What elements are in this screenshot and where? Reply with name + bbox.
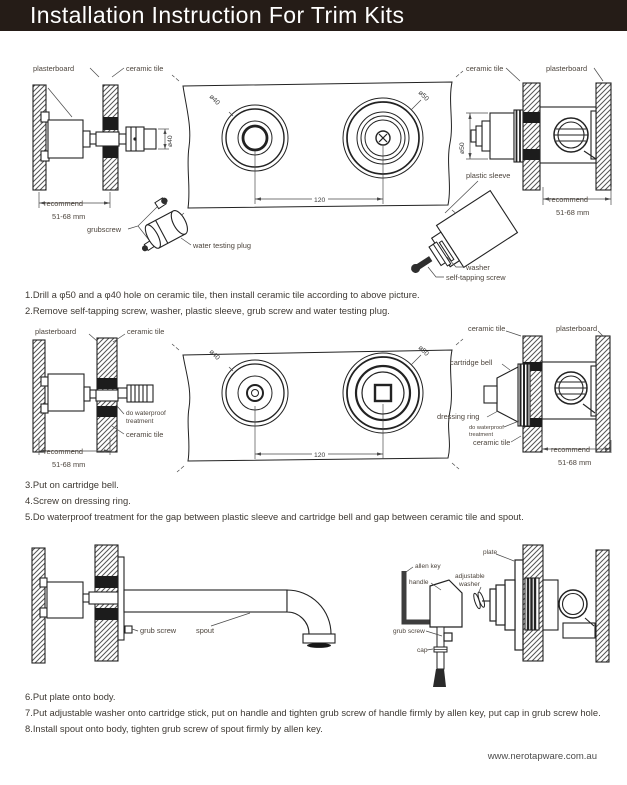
label-grub-screw: grub screw xyxy=(140,626,177,635)
fig2-right-assembly xyxy=(484,336,610,452)
figure-cartridge-bell xyxy=(0,322,627,477)
step-4: 4.Screw on dressing ring. xyxy=(25,495,131,506)
label-allen-key: allen key xyxy=(415,563,441,570)
dim-dia40-side: ø40 xyxy=(167,135,174,147)
grub-screw-part xyxy=(444,633,452,641)
label-treatment: treatment xyxy=(469,432,494,438)
step-3: 3.Put on cartridge bell. xyxy=(25,479,119,490)
label-plate: plate xyxy=(483,549,498,556)
label-self-tapping-screw: self-tapping screw xyxy=(446,273,506,282)
label-adjustable-washer: washer xyxy=(459,581,480,588)
page-title: Installation Instruction For Trim Kits xyxy=(30,2,405,28)
steps-3-5 xyxy=(25,477,623,525)
label-spout: spout xyxy=(196,626,215,635)
step-5: 5.Do waterproof treatment for the gap between plastic sleeve and cartridge bell and gap between ceramic tile and spout. xyxy=(25,511,524,522)
dim-recommend-range: 51-68 mm xyxy=(52,460,86,469)
label-do-waterproof: do waterproof xyxy=(469,425,504,431)
dim-hole-spacing: 120 xyxy=(314,452,326,459)
adjustable-washer-part xyxy=(472,591,485,609)
dim-recommend: recommend xyxy=(551,445,591,454)
label-washer: washer xyxy=(466,263,490,272)
fig3-spout-assembly xyxy=(32,545,335,663)
dim-dia40-face: ø40 xyxy=(207,93,221,107)
website-url: www.nerotapware.com.au xyxy=(487,751,597,762)
dim-dia50-face: ø50 xyxy=(416,89,430,103)
self-tapping-screw-part xyxy=(409,255,433,275)
dim-dia50-side: ø50 xyxy=(459,142,466,154)
dim-recommend-range: 51-68 mm xyxy=(558,458,592,467)
step-1: 1.Drill a φ50 and a φ40 hole on ceramic tile, then install ceramic tile according to above picture. xyxy=(25,289,420,300)
dim-recommend-range: 51-68 mm xyxy=(52,212,86,221)
dim-recommend: recommend xyxy=(549,195,589,204)
dim-dia40-face: ø40 xyxy=(207,348,221,362)
label-treatment: treatment xyxy=(126,418,154,425)
figure-drill-and-prepare xyxy=(0,55,627,290)
label-plasterboard: plasterboard xyxy=(35,327,77,336)
label-dressing-ring: dressing ring xyxy=(437,412,480,421)
label-adjustable: adjustable xyxy=(455,573,485,580)
label-ceramic-tile: ceramic tile xyxy=(127,327,165,336)
grubscrew-part-top xyxy=(155,196,169,209)
label-ceramic-tile: ceramic tile xyxy=(126,430,164,439)
steps-1-2 xyxy=(25,287,623,319)
handle-part xyxy=(430,580,462,627)
dim-hole-spacing: 120 xyxy=(314,197,326,204)
label-ceramic-tile: ceramic tile xyxy=(126,64,164,73)
dim-recommend: recommend xyxy=(44,199,84,208)
label-water-testing-plug: water testing plug xyxy=(193,241,251,250)
step-2: 2.Remove self-tapping screw, washer, plastic sleeve, grub screw and water testing plug. xyxy=(25,305,390,316)
label-cartridge-bell: cartridge bell xyxy=(450,358,493,367)
dim-recommend: recommend xyxy=(44,447,84,456)
fig3-right-assembly xyxy=(482,545,609,662)
dim-recommend-range: 51-68 mm xyxy=(556,208,590,217)
steps-6-8 xyxy=(25,689,623,737)
fig1-left-assembly xyxy=(33,85,156,190)
label-plasterboard: plasterboard xyxy=(546,64,588,73)
step-8: 8.Install spout onto body, tighten grub screw of spout firmly by allen key. xyxy=(25,723,323,734)
title-bar xyxy=(0,0,627,31)
step-7: 7.Put adjustable washer onto cartridge stick, put on handle and tighten grub screw of handle firmly by allen key, put cap in grub screw hole. xyxy=(25,707,601,718)
label-plasterboard: plasterboard xyxy=(556,324,598,333)
label-do-waterproof: do waterproof xyxy=(126,410,166,417)
figure-spout-and-handle xyxy=(0,538,627,688)
label-grubscrew: grubscrew xyxy=(87,225,122,234)
label-ceramic-tile: ceramic tile xyxy=(466,64,504,73)
dim-dia50-face: ø50 xyxy=(416,344,430,358)
label-ceramic-tile: ceramic tile xyxy=(468,324,506,333)
label-ceramic-tile: ceramic tile xyxy=(473,438,511,447)
label-grub-screw: grub screw xyxy=(393,628,425,635)
label-plasterboard: plasterboard xyxy=(33,64,75,73)
label-cap: cap xyxy=(417,647,428,654)
label-handle: handle xyxy=(409,579,429,586)
cartridge-stick-tip xyxy=(433,669,446,687)
label-plastic-sleeve: plastic sleeve xyxy=(466,171,511,180)
step-6: 6.Put plate onto body. xyxy=(25,691,116,702)
